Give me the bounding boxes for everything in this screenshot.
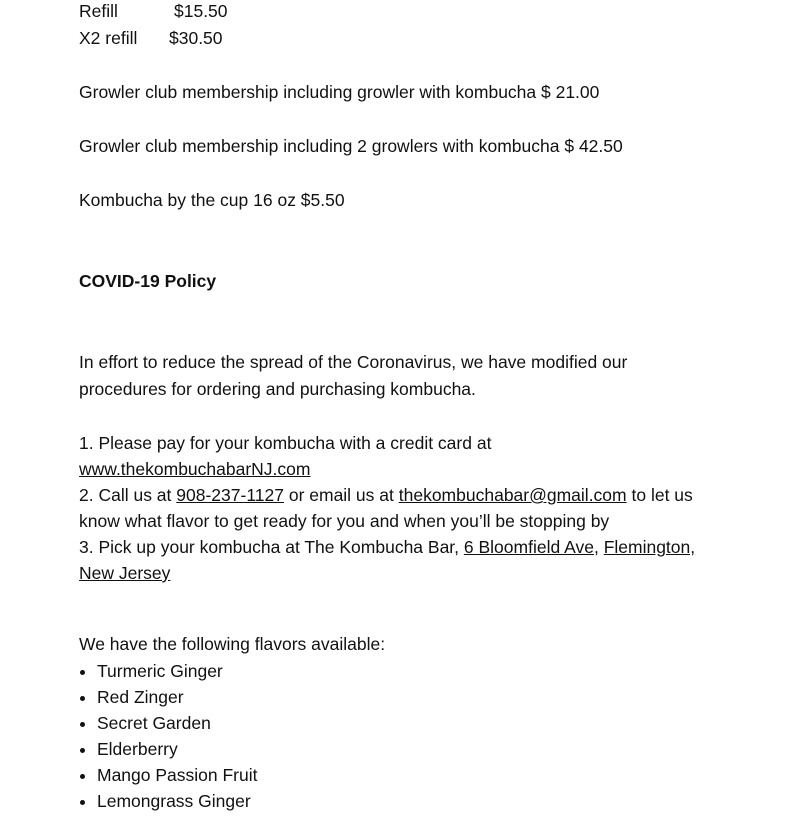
refill-label: Refill [79,1,118,21]
refill-price: $15.50 [174,1,228,21]
x2-refill-price: $30.50 [169,28,223,48]
city-link[interactable]: Flemington, New Jersey [79,537,696,583]
covid-intro: In effort to reduce the spread of the Coronavirus, we have modified our procedures for ordering and purchasing kombucha. [79,352,628,399]
flavor-item: • Mango Passion Fruit [97,762,699,788]
step-2-middle: or email us at [283,485,399,505]
flavor-item: • Secret Garden [97,710,699,736]
address-link[interactable]: 6 Bloomfield Ave [463,537,594,557]
step-2-prefix: 2. Call us at [79,485,177,505]
step-2-suffix: to let us know what flavor to get ready for you and when you’ll be stopping by [79,485,693,531]
x2-refill-price-row [79,25,699,52]
refill-price-row [79,0,699,25]
flavor-item: • Red Zinger [97,684,699,710]
growler-club-single: Growler club membership including growler with kombucha $ 21.00 [79,82,600,102]
flavor-item: • Lemongrass Ginger [97,788,699,814]
flavor-item: • Turmeric Ginger [97,658,699,684]
website-link[interactable]: www.thekombuchabarNJ.com [79,459,311,479]
step-1-text: 1. Please pay for your kombucha with a credit card at [79,433,492,453]
step-3-comma: , [593,537,599,557]
phone-link[interactable]: 908-237-1127 [176,485,284,505]
page-content [79,0,699,814]
step-3-prefix: 3. Pick up your kombucha at The Kombucha Bar, [79,537,464,557]
x2-refill-label: X2 refill [79,28,138,48]
flavor-item: • Elderberry [97,736,699,762]
step-1 [79,430,699,482]
step-2 [79,482,699,534]
kombucha-cup-price: Kombucha by the cup 16 oz $5.50 [79,190,345,210]
email-link[interactable]: thekombuchabar@gmail.com [398,485,627,505]
flavors-intro: We have the following flavors available: [79,634,386,654]
growler-club-double: Growler club membership including 2 growlers with kombucha $ 42.50 [79,136,623,156]
step-3 [79,534,699,586]
covid-policy-heading: COVID-19 Policy [79,271,217,291]
flavor-list [79,658,699,814]
